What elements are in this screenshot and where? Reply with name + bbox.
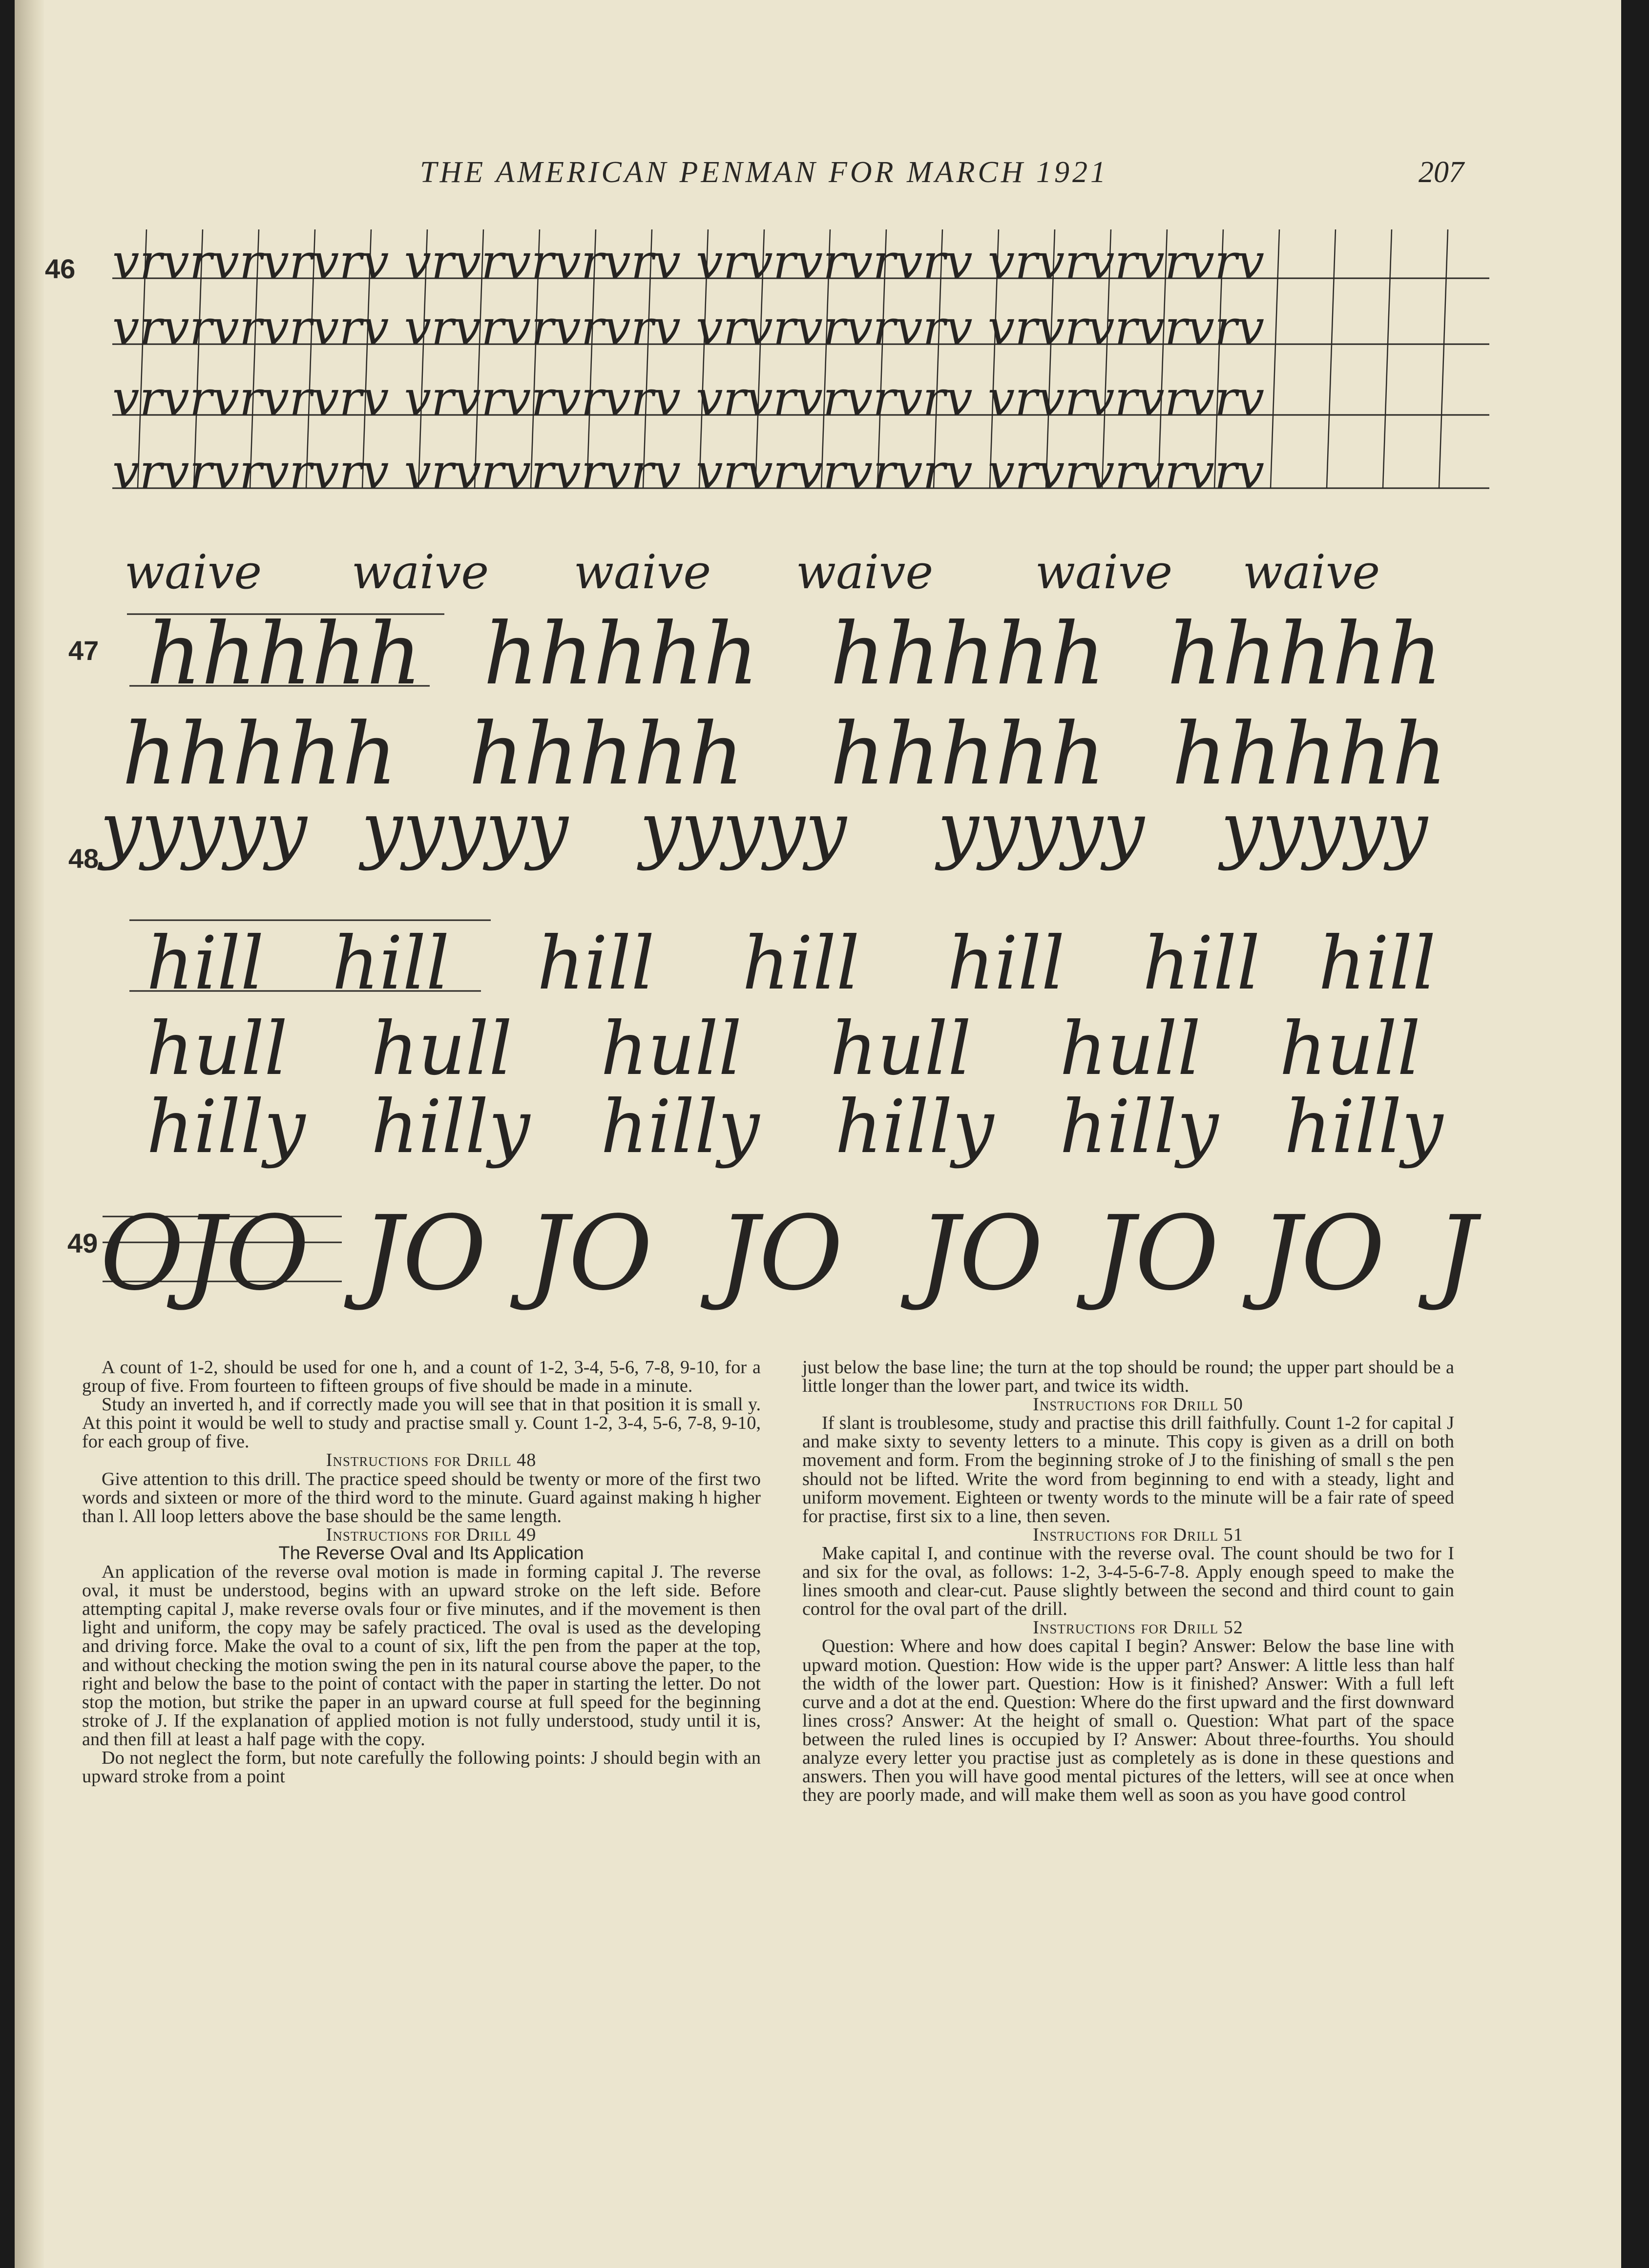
- paragraph: Question: Where and how does capital I begin? Answer: Below the base line with upward motion. Question: How wide is the upper part? Answer: A little less than half the width of the lower part. Question: How is it finished? Answer: With a full left curve and a dot at the end. Question: Where do the first upward and the first downward lines cross? Answer: At the height of small o. Question: What part of the space between the ruled lines is occupied by I? Answer: About three-fourths. You should analyze every letter you practise just as completely as is done in these questions and answers. Then you will have good mental pictures of the letters, will see at once when they are poorly made, and will make them well as soon as you have good control: [802, 1636, 1454, 1806]
- plate-46-rows: [112, 234, 1264, 500]
- section-heading: Instructions for Drill 52: [1033, 1617, 1243, 1638]
- drill-48-word: hill: [146, 921, 264, 1006]
- plate-46-words: [125, 545, 1380, 599]
- drill-48-y-group: yyyyy: [1221, 787, 1428, 872]
- drill-49-group: JO: [718, 1194, 843, 1313]
- running-title: THE AMERICAN PENMAN FOR MARCH 1921: [420, 156, 1109, 189]
- drill-46-row-4: vrvrvrvrvrv vrvrvrvrvrv vrvrvrvrvrv vrvrvrvrvrv: [112, 444, 1265, 500]
- drill-47-group: hhhhh: [1172, 705, 1447, 804]
- drill-49-group: JO: [918, 1194, 1044, 1313]
- paragraph: Give attention to this drill. The practice speed should be twenty or more of the first two words and sixteen or more of the third word to the minute. Guard against making h higher than l. All loop letters above the base should be the same length.: [82, 1468, 761, 1526]
- plate-48: [97, 787, 1429, 872]
- text-column-left: [82, 1358, 761, 1786]
- drill-48-word: hill: [537, 921, 655, 1006]
- drill-48-word: hill: [742, 921, 860, 1006]
- word-waive: waive: [574, 545, 711, 599]
- drill-48-word: hull: [601, 1007, 742, 1092]
- word-waive: waive: [796, 545, 934, 599]
- drill-48-word: hull: [1279, 1007, 1421, 1092]
- drill-47-group: hhhhh: [830, 705, 1106, 804]
- drill-48-word: hill: [332, 921, 450, 1006]
- drill-48-word: hilly: [1060, 1085, 1219, 1170]
- subheading: The Reverse Oval and Its Application: [278, 1543, 584, 1564]
- drill-48-word: hill: [947, 921, 1065, 1006]
- word-waive: waive: [1243, 545, 1380, 599]
- plate-48-words: [146, 921, 1444, 1170]
- drill-48-y-group: yyyyy: [100, 787, 307, 872]
- drill-49-group: JO: [1094, 1194, 1219, 1313]
- drill-47-group: hhhhh: [122, 705, 397, 804]
- drill-48-word: hull: [830, 1007, 972, 1092]
- drill-47-group: hhhhh: [830, 605, 1106, 704]
- drill-49-group: JO: [527, 1194, 653, 1313]
- paragraph: Make capital I, and continue with the reverse oval. The count should be two for I and six for the oval, as follows: 1-2, 3-4-5-6-7-8. Apply enough speed to make the lines smooth and clear-cut. Pause slightly between the second and third count to gain control for the oval part of the drill.: [802, 1543, 1454, 1620]
- paragraph: Study an inverted h, and if correctly made you will see that in that position it is small y. At this point it would be well to study and practise small y. Count 1-2, 3-4, 5-6, 7-8, 9-10, for each group of five.: [82, 1394, 761, 1452]
- drill-48-word: hull: [1060, 1007, 1201, 1092]
- drill-48-word: hull: [371, 1007, 513, 1092]
- drill-48-word: hill: [1318, 921, 1436, 1006]
- drill-47-group: hhhhh: [146, 605, 422, 704]
- drill-48-y-group: yyyyy: [361, 787, 568, 872]
- drill-stroke: [1439, 229, 1448, 488]
- drill-47-group: hhhhh: [469, 705, 744, 804]
- drill-48-y-group: yyyyy: [938, 787, 1145, 872]
- section-heading: Instructions for Drill 48: [326, 1450, 537, 1471]
- drill-stroke: [1327, 229, 1336, 488]
- paragraph: If slant is troublesome, study and practise this drill faithfully. Count 1-2 for capital J and make sixty to seventy letters to a minute. This copy is given as a drill on both movement and form. From the beginning stroke of J to the finishing of small s the pen should not be lifted. Write the word from beginning to end with a steady, light and uniform movement. Eighteen or twenty words to the minute will be a fair rate of speed for practise, first six to a line, then seven.: [802, 1413, 1454, 1526]
- section-heading: Instructions for Drill 50: [1033, 1394, 1243, 1415]
- drill-49-group: OJO: [100, 1194, 310, 1313]
- drill-49-group: JO: [1260, 1194, 1385, 1313]
- drill-48-word: hilly: [835, 1085, 994, 1170]
- paragraph: A count of 1-2, should be used for one h, and a count of 1-2, 3-4, 5-6, 7-8, 9-10, for a group of five. From fourteen to fifteen groups of five should be made in a minute.: [82, 1357, 761, 1397]
- drill-number-49: 49: [67, 1228, 98, 1258]
- paragraph: just below the base line; the turn at the top should be round; the upper part should be a little longer than the lower part, and twice its width.: [802, 1357, 1454, 1397]
- drill-stroke: [1383, 229, 1392, 488]
- paragraph: Do not neglect the form, but note carefully the following points: J should begin with an upward stroke from a point: [82, 1747, 761, 1787]
- page-number: 207: [1419, 156, 1464, 189]
- drill-48-word: hull: [146, 1007, 288, 1092]
- drill-49-group: J: [1436, 1194, 1477, 1313]
- drill-number-46: 46: [45, 253, 76, 284]
- drill-48-word: hilly: [1284, 1085, 1443, 1170]
- text-column-right: [802, 1358, 1454, 1804]
- drill-number-48: 48: [68, 843, 99, 874]
- plate-47: [122, 605, 1447, 804]
- drill-stroke: [1271, 229, 1279, 488]
- drill-47-group: hhhhh: [1167, 605, 1442, 704]
- word-waive: waive: [1035, 545, 1173, 599]
- drill-49-group: JO: [361, 1194, 487, 1313]
- word-waive: waive: [352, 545, 489, 599]
- drill-48-word: hilly: [601, 1085, 760, 1170]
- drill-48-word: hill: [1143, 921, 1260, 1006]
- drill-number-47: 47: [68, 635, 99, 666]
- drill-46-row-1: vrvrvrvrvrv vrvrvrvrvrv vrvrvrvrvrv vrvrvrvrvrv: [112, 234, 1265, 290]
- drill-46-row-2: vrvrvrvrvrv vrvrvrvrvrv vrvrvrvrvrv vrvrvrvrvrv: [112, 300, 1265, 356]
- drill-48-y-group: yyyyy: [640, 787, 847, 872]
- drill-47-group: hhhhh: [483, 605, 759, 704]
- section-heading: Instructions for Drill 49: [326, 1524, 537, 1545]
- section-heading: Instructions for Drill 51: [1033, 1524, 1243, 1545]
- drill-48-word: hilly: [146, 1085, 306, 1170]
- paragraph: An application of the reverse oval motion is made in forming capital J. The reverse oval, it must be understood, begins with an upward stroke on the left side. Before attempting capital J, make reverse ovals four or five minutes, and if the movement is then light and uniform, the copy may be safely practiced. The oval is used as the developing and driving force. Make the oval to a count of six, lift the pen from the paper at the top, and without checking the motion swing the pen in its natural course above the paper, to the right and below the base to the point of contact with the paper in starting the letter. Do not stop the motion, but strike the paper in an upward course at full speed for the beginning stroke of J. If the explanation of applied motion is not fully understood, study until it is, and then fill at least a half page with the copy.: [82, 1562, 761, 1750]
- word-waive: waive: [125, 545, 262, 599]
- plate-49: [100, 1194, 1482, 1313]
- drill-48-word: hilly: [371, 1085, 530, 1170]
- drill-46-row-3: vrvrvrvrvrv vrvrvrvrvrv vrvrvrvrvrv vrvrvrvrvrv: [112, 371, 1265, 427]
